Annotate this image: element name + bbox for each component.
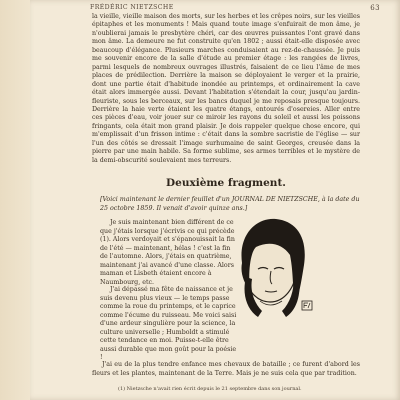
portrait-illustration — [228, 213, 316, 323]
top-text-block — [92, 13, 360, 165]
section-title: Deuxième fragment. — [166, 177, 286, 189]
page-number: 63 — [370, 4, 380, 12]
running-head-author: FRÉDÉRIC NIETZSCHE — [90, 4, 174, 11]
footnote: (1) Nietzsche n'avait rien écrit depuis le 21 septembre dans son journal. — [118, 386, 302, 392]
intro-note: [Voici maintenant le dernier feuillet d'un JOURNAL DE NIETZSCHE, à la date du 25 octobre 1859. Il venait d'avoir quinze ans.] — [100, 196, 360, 212]
paragraph: J'ai dépassé ma fête de naissance et je suis devenu plus vieux — le temps passe comme la roue du printemps, et le caprice comme l'écume du ruisseau. Me voici saisi d'une ardeur singulière pour la science, la culture universelle ; Humboldt a stimulé cette tendance en moi. Puisse-t-elle être aussi durable que mon goût pour la poésie ! — [100, 286, 237, 361]
paragraph: Je suis maintenant bien différent de ce que j'étais lorsque j'écrivis ce qui précède (1). Alors verdoyait et s'épanouissait la fin de l'été — maintenant, hélas ! c'est la fin de l'automne. Alors, j'étais en quatrième, maintenant j'ai avancé d'une classe. Alors maman et Lisbeth étaient encore à Naumbourg, etc. — [100, 219, 235, 286]
paragraph: la vieille, vieille maison des morts, sur les herbes et les crêpes noirs, sur les vieilles épitaphes et les monuments ! Mais quand toute image s'enfuirait de mon âme, je n'oublierai jamais le presbytère chéri, car des œuvres puissantes l'ont gravé dans mon âme. La demeure ne fut construite qu'en 1802 ; aussi était-elle disposée avec beaucoup d'élégance. Plusieurs marches conduisaient au rez-de-chaussée. Je puis me souvenir encore de la salle d'étude au premier étage : les rangées de livres, parmi lesquels de nombreux ouvrages illustrés, faisaient de ce lieu l'âme de mes places de prédilection. Derrière la maison se déployaient le verger et la prairie, dont une partie était d'habitude inondée au printemps, et ordinairement la cave était alors immergée aussi. Devant l'habitation s'étendait la cour, jusqu'au jardin-fleuriste, sous les berceaux, sur les bancs duquel je me reposais presque toujours. Derrière la haie verte étaient les quatre étangs, entourés d'osereies. Aller entre ces pièces d'eau, voir jouer sur ce miroir les rayons du soleil et aussi les poissons fringants, cela était mon grand plaisir. Je dois rappeler quelque chose encore, qui m'emplissait d'un frisson intime : c'était dans la sombre sacristie de l'église — sur l'un des côtés se dressait l'image surhumaine de saint Georges, creusée dans la pierre par une main habile. Sa forme sublime, ses armes terribles et le mystère de la demi-obscurité soulevaient mes terreurs. — [92, 13, 360, 164]
paragraph: J'ai eu de la plus tendre enfance mes chevaux de bataille ; ce furent d'abord les fleurs et les plantes, maintenant de la Terre. Mais je ne suis cela que par tradition. — [92, 361, 360, 377]
left-page-edge — [0, 0, 30, 400]
